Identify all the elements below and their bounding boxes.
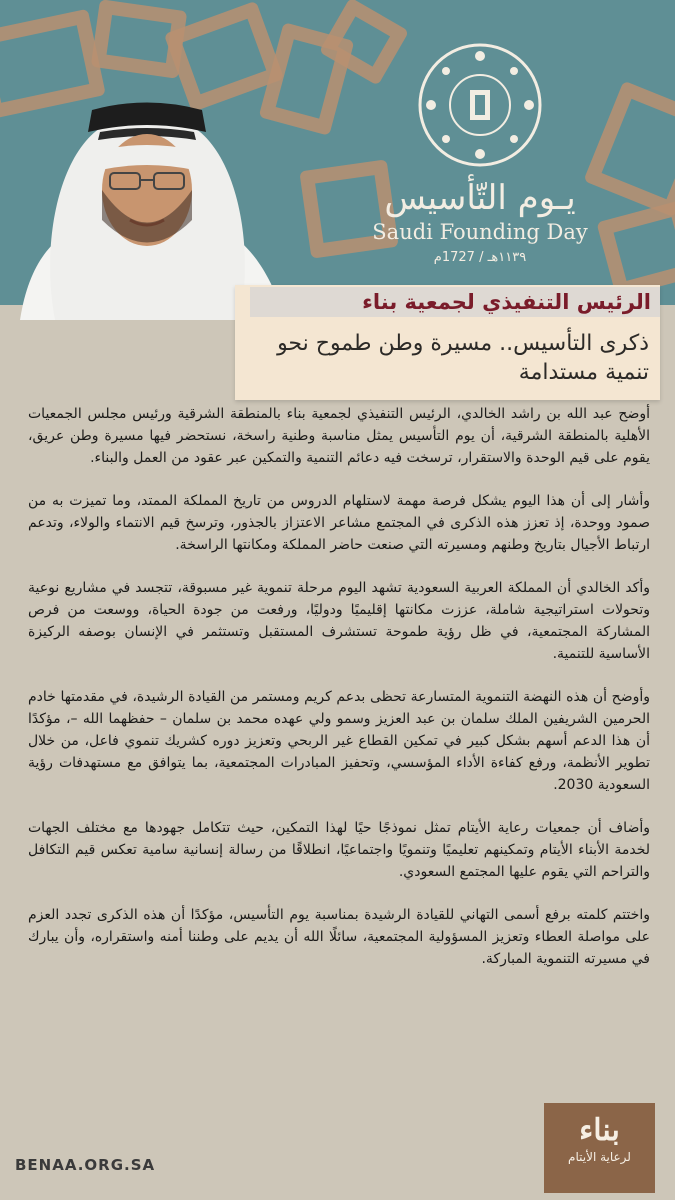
- headline: الرئيس التنفيذي لجمعية بناء: [362, 290, 651, 314]
- article-paragraph: واختتم كلمته برفع أسمى التهاني للقيادة الرشيدة بمناسبة يوم التأسيس، مؤكدًا أن هذه الذكرى تجدد العزم على مواصلة العطاء وتعزيز المسؤولية المجتمعية، سائلًا الله أن يديم على وطننا أمنه واستقراره، وأن يبارك في مسيرته التنموية المباركة.: [28, 907, 650, 967]
- logo-main-text: بناء: [579, 1113, 620, 1148]
- executive-portrait: [0, 80, 295, 320]
- decorative-shape: [583, 81, 675, 218]
- founding-years: ١١٣٩هـ / 1727م: [433, 250, 527, 265]
- article-body: [28, 403, 650, 991]
- founding-day-seal-icon: [415, 40, 545, 170]
- decorative-shape: [596, 200, 675, 298]
- article-paragraph: وأوضح أن هذه النهضة التنموية المتسارعة تحظى بدعم كريم ومستمر من القيادة الرشيدة، في مقدمتها خادم الحرمين الشريفين الملك سلمان بن عبد العزيز وسمو ولي عهده محمد بن سلمان – حفظهما الله –، مؤكدًا أن هذا الدعم أسهم بشكل كبير في تمكين القطاع غير الربحي وتعزيز دوره كشريك تنموي فاعل، من خلال تطوير الأنظمة، ورفع كفاءة الأداء المؤسسي، وتحفيز المبادرات المجتمعية، بما يتوافق مع مستهدفات رؤية السعودية 2030.: [28, 689, 650, 793]
- founding-day-emblem: [370, 40, 590, 270]
- article-paragraph: وأشار إلى أن هذا اليوم يشكل فرصة مهمة لاستلهام الدروس من تاريخ المملكة الممتد، وما تميزت به من صمود ووحدة، إذ تعزز هذه الذكرى في المجتمع مشاعر الاعتزاز بالجذور، وترسخ قيم الانتماء والولاء، وتدعم ارتباط الأجيال بتاريخ وطنهم ومسيرته التي صنعت حاضر المملكة ومكانتها الراسخة.: [28, 493, 650, 553]
- article-paragraph: أوضح عبد الله بن راشد الخالدي، الرئيس التنفيذي لجمعية بناء بالمنطقة الشرقية ورئيس مجلس الجمعيات الأهلية بالمنطقة الشرقية، أن يوم التأسيس يمثل مناسبة وطنية راسخة، نستحضر فيها مسيرة وطن عريق، يقوم على قيم الوحدة والاستقرار، ترسخت فيه دعائم التنمية والتمكين عبر عقود من العمل والبناء.: [28, 406, 650, 466]
- subheadline: ذكرى التأسيس.. مسيرة وطن طموح نحو تنمية مستدامة: [277, 331, 649, 385]
- founding-day-english: Saudi Founding Day: [372, 220, 588, 244]
- founding-day-arabic: يـوم التّأسيس: [384, 178, 576, 218]
- article-paragraph: وأكد الخالدي أن المملكة العربية السعودية تشهد اليوم مرحلة تنموية غير مسبوقة، تتجسد في مشاريع نوعية وتحولات استراتيجية شاملة، عززت مكانتها إقليميًا ودوليًا، ورفعت من جودة الحياة، ووسعت من فرص المشاركة المجتمعية، في ظل رؤية طموحة تستشرف المستقبل وتستثمر في الإنسان بوصفه الركيزة الأساسية للتنمية.: [28, 580, 650, 662]
- benaa-logo: [544, 1103, 655, 1193]
- logo-sub-text: لرعاية الأيتام: [568, 1150, 631, 1164]
- article-paragraph: وأضاف أن جمعيات رعاية الأيتام تمثل نموذجًا حيًا لهذا التمكين، حيث تتكامل جهودها مع مختلف الجهات لخدمة الأبناء الأيتام وتمكينهم تعليميًا وتنمويًا واجتماعيًا، انطلاقًا من رسالة إنسانية سامية تعكس قيم التكافل والتراحم التي يقوم عليها المجتمع السعودي.: [28, 820, 650, 880]
- website-link[interactable]: BENAA.ORG.SA: [15, 1156, 156, 1174]
